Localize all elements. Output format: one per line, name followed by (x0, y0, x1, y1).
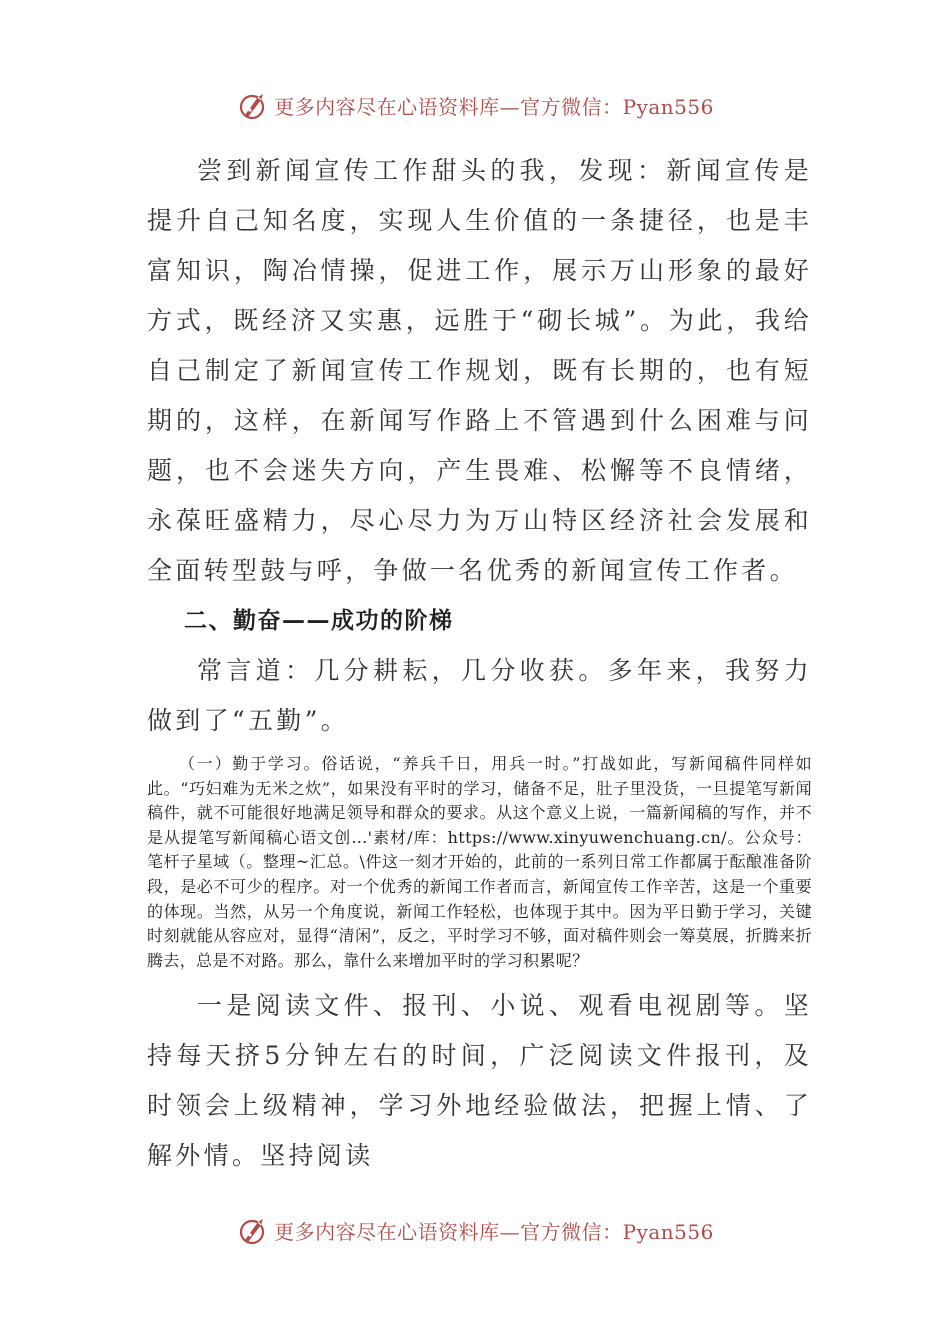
watermark-text: 更多内容尽在心语资料库—官方微信：Pyan556 (274, 94, 714, 119)
body-paragraph-1: 尝到新闻宣传工作甜头的我，发现：新闻宣传是提升自己知名度，实现人生价值的一条捷径，也是丰富知识，陶冶情操，促进工作，展示万山形象的最好方式，既经济又实惠，远胜于“砌长城”。为此，我给自己制定了新闻宣传工作规划，既有长期的，也有短期的，这样，在新闻写作路上不管遇到什么困难与问题，也不会迷失方向，产生畏难、松懈等不良情绪，永葆旺盛精力，尽心尽力为万山特区经济社会发展和全面转型鼓与呼，争做一名优秀的新闻宣传工作者。 (147, 156, 812, 585)
section-heading: 二、勤奋——成功的阶梯 (184, 608, 454, 634)
body-paragraph-2: 常言道：几分耕耘，几分收获。多年来，我努力做到了“五勤”。 (147, 656, 812, 735)
body-paragraph-3: （一）勤于学习。俗话说，“养兵千日，用兵一时。”打战如此，写新闻稿件同样如此。“巧妇难为无米之炊”，如果没有平时的学习，储备不足，肚子里没货，一旦提笔写新闻稿件，就不可能很好地满足领导和群众的要求。从这个意义上说，一篇新闻稿的写作，并不是从提笔写新闻稿心语文创…'素材/库：https://www.xinyuwenchuang.cn/。公众号：笔杆子星域（。整理~汇总。\件这一刻才开始的，此前的一系列日常工作都属于酝酿准备阶段，是必不可少的程序。对一个优秀的新闻工作者而言，新闻宣传工作辛苦，这是一个重要的体现。当然，从另一个角度说，新闻工作轻松，也体现于其中。因为平日勤于学习，关键时刻就能从容应对，显得“清闲”，反之，平时学习不够，面对稿件则会一筹莫展，折腾来折腾去，总是不对路。那么，靠什么来增加平时的学习积累呢？ (147, 754, 812, 970)
watermark-footer (0, 1210, 950, 1250)
pen-nib-circle-icon (236, 1213, 270, 1247)
document-body (147, 146, 812, 1181)
pen-nib-circle-icon (236, 88, 270, 122)
watermark-header (0, 85, 950, 125)
watermark-text: 更多内容尽在心语资料库—官方微信：Pyan556 (274, 1219, 714, 1244)
body-paragraph-4: 一是阅读文件、报刊、小说、观看电视剧等。坚持每天挤5分钟左右的时间，广泛阅读文件报刊，及时领会上级精神，学习外地经验做法，把握上情、了解外情。坚持阅读 (147, 991, 812, 1171)
